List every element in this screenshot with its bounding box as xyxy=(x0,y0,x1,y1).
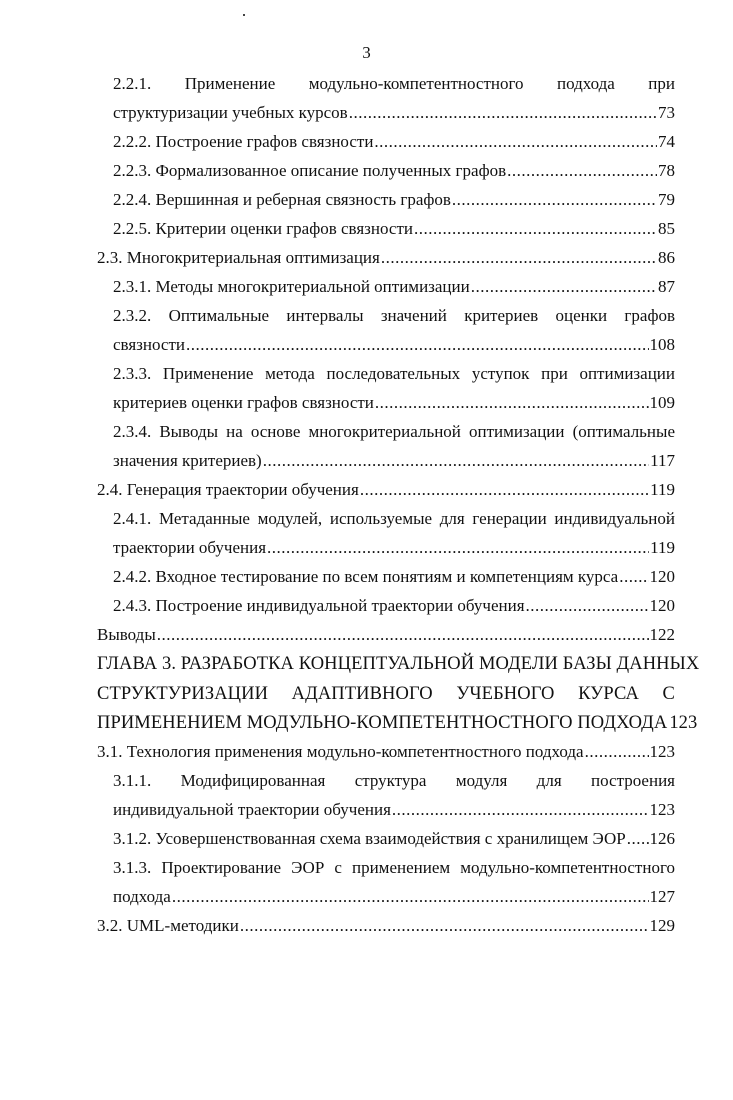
toc-page-number: 87 xyxy=(658,277,675,296)
toc-entry-text: критериев оценки графов связности xyxy=(113,393,374,412)
toc-page-number: 119 xyxy=(650,480,675,499)
toc-entry-3-1-2 xyxy=(113,829,675,849)
toc-page-number: 85 xyxy=(658,219,675,238)
toc-entry-2-4-1 xyxy=(113,538,675,558)
toc-entry-2-2-2 xyxy=(113,132,675,152)
toc-entry-3-1-3 xyxy=(113,887,675,907)
leader-dots xyxy=(381,248,657,268)
leader-dots xyxy=(157,625,649,645)
toc-entry-3-1-1-line1: 3.1.1. Модифицированная структура модуля для построения xyxy=(113,771,675,790)
toc-entry-text: 2.4.3. Построение индивидуальной траектории обучения xyxy=(113,596,525,615)
toc-entry-2-2-4 xyxy=(113,190,675,210)
leader-dots xyxy=(374,132,657,152)
toc-page-number: 120 xyxy=(649,596,675,615)
leader-dots xyxy=(263,451,649,471)
toc-entry-text: структуризации учебных курсов xyxy=(113,103,348,122)
toc-chapter-3-line2: СТРУКТУРИЗАЦИИ АДАПТИВНОГО УЧЕБНОГО КУРСА С xyxy=(97,684,675,704)
toc-entry-3-1 xyxy=(97,742,675,762)
toc-entry-text: 2.2.4. Вершинная и реберная связность графов xyxy=(113,190,451,209)
toc-entry-text: 2.2.5. Критерии оценки графов связности xyxy=(113,219,413,238)
toc-entry-text: Выводы xyxy=(97,625,156,644)
toc-entry-3-1-3-line1: 3.1.3. Проектирование ЭОР с применением модульно-компетентностного xyxy=(113,858,675,877)
toc-entry-2-3-2 xyxy=(113,335,675,355)
leader-dots xyxy=(585,742,649,762)
toc-entry-text: 2.2.3. Формализованное описание полученных графов xyxy=(113,161,507,180)
toc-entry-3-1-1 xyxy=(113,800,675,820)
page-number: 3 xyxy=(362,43,371,62)
leader-dots xyxy=(452,190,657,210)
toc-entry-2-3-4 xyxy=(113,451,675,471)
scan-speck xyxy=(243,14,245,16)
toc-page-number: 123 xyxy=(649,800,675,819)
toc-page-number: 73 xyxy=(658,103,675,122)
toc-entry-text: траектории обучения xyxy=(113,538,267,557)
leader-dots xyxy=(507,161,657,181)
leader-dots xyxy=(526,596,649,616)
toc-entry-text: 2.2.2. Построение графов связности xyxy=(113,132,374,151)
toc-entry-text: 3.2. UML-методики xyxy=(97,916,239,935)
toc-entry-2-4-1-line1: 2.4.1. Метаданные модулей, используемые для генерации индивидуальной xyxy=(113,509,675,528)
toc-entry-text: 2.3. Многокритериальная оптимизация xyxy=(97,248,380,267)
toc-page-number: 123 xyxy=(669,713,698,733)
leader-dots xyxy=(619,567,648,587)
toc-entry-text: связности xyxy=(113,335,185,354)
leader-dots xyxy=(172,887,649,907)
toc-page-number: 126 xyxy=(649,829,675,848)
toc-entry-2-3-2-line1: 2.3.2. Оптимальные интервалы значений критериев оценки графов xyxy=(113,306,675,325)
toc-entry-2-3-1 xyxy=(113,277,675,297)
toc-page-number: 123 xyxy=(649,742,675,761)
toc-entry-conclusions xyxy=(97,625,675,645)
leader-dots xyxy=(267,538,649,558)
toc-chapter-3 xyxy=(97,713,698,733)
toc-entry-text: 3.1.2. Усовершенствованная схема взаимодействия с хранилищем ЭОР xyxy=(113,829,626,848)
toc-entry-text: 3.1. Технология применения модульно-компетентностного подхода xyxy=(97,742,584,761)
toc-entry-text: подхода xyxy=(113,887,171,906)
leader-dots xyxy=(392,800,649,820)
leader-dots xyxy=(627,829,649,849)
toc-entry-2-4-2 xyxy=(113,567,675,587)
leader-dots xyxy=(186,335,649,355)
toc-page-number: 74 xyxy=(658,132,675,151)
toc-page-number: 119 xyxy=(650,538,675,557)
toc-page-number: 117 xyxy=(650,451,675,470)
toc-page-number: 120 xyxy=(649,567,675,586)
toc-page-number: 122 xyxy=(649,625,675,644)
toc-entry-2-3-3 xyxy=(113,393,675,413)
toc-page-number: 108 xyxy=(649,335,675,354)
toc-entry-2-2-5 xyxy=(113,219,675,239)
toc-entry-2-2-1 xyxy=(113,103,675,123)
toc-entry-text: 2.4. Генерация траектории обучения xyxy=(97,480,359,499)
leader-dots xyxy=(349,103,657,123)
toc-entry-2-4-3 xyxy=(113,596,675,616)
toc-entry-2-3 xyxy=(97,248,675,268)
toc-entry-text: 2.3.1. Методы многокритериальной оптимизации xyxy=(113,277,470,296)
toc-page-number: 127 xyxy=(649,887,675,906)
toc-chapter-3-line1: ГЛАВА 3. РАЗРАБОТКА КОНЦЕПТУАЛЬНОЙ МОДЕЛИ БАЗЫ ДАННЫХ xyxy=(97,654,700,674)
toc-entry-text: 2.4.2. Входное тестирование по всем понятиям и компетенциям курса xyxy=(113,567,619,586)
toc-page-number: 86 xyxy=(658,248,675,267)
leader-dots xyxy=(240,916,649,936)
toc-entry-text: ПРИМЕНЕНИЕМ МОДУЛЬНО-КОМПЕТЕНТНОСТНОГО ПОДХОДА xyxy=(97,713,668,733)
toc-entry-3-2 xyxy=(97,916,675,936)
toc-entry-2-3-3-line1: 2.3.3. Применение метода последовательных уступок при оптимизации xyxy=(113,364,675,383)
toc-entry-2-2-3 xyxy=(113,161,675,181)
toc-entry-2-3-4-line1: 2.3.4. Выводы на основе многокритериальной оптимизации (оптимальные xyxy=(113,422,675,441)
toc-page-number: 129 xyxy=(649,916,675,935)
toc-entry-text: значения критериев) xyxy=(113,451,262,470)
toc-entry-2-4 xyxy=(97,480,675,500)
toc-entry-2-2-1-line1: 2.2.1. Применение модульно-компетентностного подхода при xyxy=(113,74,675,93)
toc-entry-text: индивидуальной траектории обучения xyxy=(113,800,391,819)
leader-dots xyxy=(375,393,649,413)
leader-dots xyxy=(414,219,657,239)
toc-page-number: 78 xyxy=(658,161,675,180)
leader-dots xyxy=(471,277,657,297)
toc-page-number: 109 xyxy=(649,393,675,412)
leader-dots xyxy=(360,480,649,500)
toc-page-number: 79 xyxy=(658,190,675,209)
